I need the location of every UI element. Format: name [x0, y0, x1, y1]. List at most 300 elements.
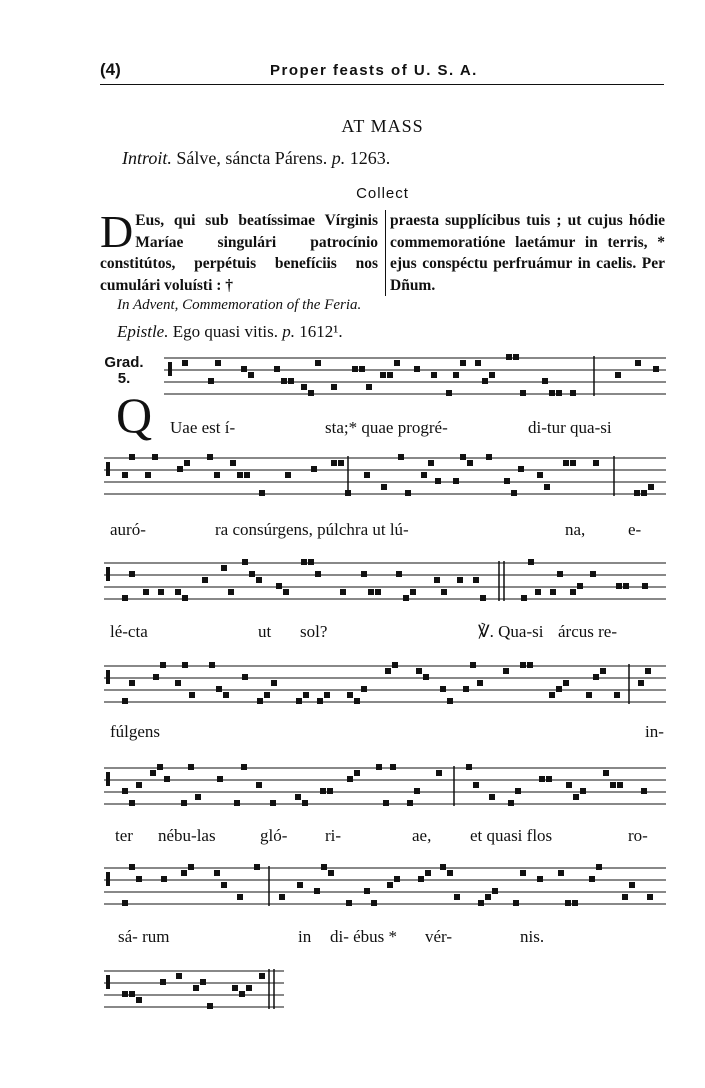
neume-note [274, 366, 280, 372]
chant-staff-1 [164, 352, 666, 398]
neume-note [188, 764, 194, 770]
neume-note [425, 870, 431, 876]
advent-note: In Advent, Commemoration of the Feria. [117, 297, 362, 313]
chant-staff-6 [104, 862, 666, 908]
neume-note [407, 800, 413, 806]
lyric-syllable: sol? [300, 622, 328, 641]
gradual-label [104, 355, 144, 387]
neume-note [232, 985, 238, 991]
neume-note [256, 577, 262, 583]
collect-title: Collect [356, 185, 409, 202]
neume-note [537, 876, 543, 882]
neume-note [454, 894, 460, 900]
neume-note [281, 378, 287, 384]
lyric-syllable: ℣. Qua-si [478, 622, 544, 641]
neume-note [237, 472, 243, 478]
neume-note [153, 674, 159, 680]
neume-note [549, 692, 555, 698]
neume-note [590, 571, 596, 577]
neume-note [447, 698, 453, 704]
neume-note [364, 472, 370, 478]
neume-note [221, 565, 227, 571]
neume-note [188, 864, 194, 870]
neume-note [603, 770, 609, 776]
neume-note [279, 894, 285, 900]
clef-mark [106, 772, 110, 786]
lyric-syllable: di- ébus * [330, 927, 398, 946]
neume-note [570, 460, 576, 466]
neume-note [520, 390, 526, 396]
neume-note [264, 692, 270, 698]
neume-note [122, 991, 128, 997]
neume-note [136, 782, 142, 788]
neume-note [436, 770, 442, 776]
lyric-syllable: et quasi flos [470, 826, 553, 845]
neume-note [215, 360, 221, 366]
neume-note [214, 472, 220, 478]
lyric-syllable: fúlgens [110, 722, 161, 741]
neume-note [366, 384, 372, 390]
neume-note [150, 770, 156, 776]
neume-note [410, 589, 416, 595]
collect-text [100, 206, 665, 294]
neume-note [352, 366, 358, 372]
neume-note [184, 460, 190, 466]
neume-note [440, 686, 446, 692]
neume-note [467, 460, 473, 466]
neume-note [387, 882, 393, 888]
neume-note [641, 788, 647, 794]
neume-note [463, 686, 469, 692]
chant-staff-2 [104, 452, 666, 498]
neume-note [610, 782, 616, 788]
neume-note [485, 894, 491, 900]
neume-note [475, 360, 481, 366]
neume-note [296, 698, 302, 704]
neume-note [241, 366, 247, 372]
neume-note [217, 776, 223, 782]
neume-note [521, 595, 527, 601]
neume-note [435, 478, 441, 484]
neume-note [394, 876, 400, 882]
neume-note [175, 680, 181, 686]
chant-staff-7 [104, 965, 284, 1011]
neume-note [511, 490, 517, 496]
clef-mark [106, 975, 110, 989]
neume-note [331, 384, 337, 390]
neume-note [506, 354, 512, 360]
introit-label: Introit. [122, 148, 172, 168]
epistle-ref-suffix: ¹. [333, 322, 343, 341]
neume-note [256, 782, 262, 788]
lyric-syllable: Uae est í- [170, 418, 236, 437]
neume-note [246, 985, 252, 991]
epistle-label: Epistle. [117, 322, 169, 341]
neume-note [129, 991, 135, 997]
neume-note [189, 692, 195, 698]
clef-mark [106, 567, 110, 581]
staff-4-svg [104, 660, 666, 706]
neume-note [182, 662, 188, 668]
clef-mark [106, 872, 110, 886]
neume-note [508, 800, 514, 806]
introit-ref-label: p. [331, 148, 346, 168]
neume-note [345, 490, 351, 496]
lyric-syllable: ri- [325, 826, 342, 845]
staff-2-svg [104, 452, 666, 498]
neume-note [503, 668, 509, 674]
neume-note [556, 390, 562, 396]
neume-note [302, 800, 308, 806]
neume-note [513, 354, 519, 360]
neume-note [242, 559, 248, 565]
neume-note [428, 460, 434, 466]
lyric-syllable: auró- [110, 520, 146, 539]
neume-note [635, 360, 641, 366]
neume-note [143, 589, 149, 595]
neume-note [152, 454, 158, 460]
neume-note [482, 378, 488, 384]
neume-note [489, 372, 495, 378]
neume-note [642, 583, 648, 589]
neume-note [623, 583, 629, 589]
neume-note [544, 484, 550, 490]
lyric-syllable: in [298, 927, 312, 946]
chant-staff-5 [104, 762, 666, 808]
neume-note [614, 692, 620, 698]
neume-note [182, 360, 188, 366]
staff-7-svg [104, 965, 284, 1011]
neume-note [558, 870, 564, 876]
staff-3-svg [104, 557, 666, 603]
neume-note [259, 973, 265, 979]
lyric-syllable: ter [115, 826, 133, 845]
neume-note [122, 698, 128, 704]
neume-note [440, 864, 446, 870]
lyric-line-6 [0, 927, 705, 951]
neume-note [248, 372, 254, 378]
neume-note [209, 662, 215, 668]
neume-note [403, 595, 409, 601]
lyric-syllable: lé-cta [110, 622, 148, 641]
neume-note [383, 800, 389, 806]
neume-note [573, 794, 579, 800]
neume-note [136, 876, 142, 882]
neume-note [616, 583, 622, 589]
chant-staff-3 [104, 557, 666, 603]
neume-note [207, 454, 213, 460]
neume-note [570, 390, 576, 396]
running-title: Proper feasts of U. S. A. [270, 62, 478, 79]
neume-note [202, 577, 208, 583]
neume-note [327, 788, 333, 794]
neume-note [129, 571, 135, 577]
neume-note [645, 668, 651, 674]
neume-note [271, 680, 277, 686]
neume-note [354, 770, 360, 776]
lyric-line-2 [0, 520, 705, 544]
neume-note [228, 589, 234, 595]
neume-note [301, 559, 307, 565]
staff-1-svg [164, 352, 666, 398]
neume-note [418, 876, 424, 882]
neume-note [492, 888, 498, 894]
neume-note [520, 870, 526, 876]
neume-note [129, 800, 135, 806]
clef-mark [106, 670, 110, 684]
neume-note [338, 460, 344, 466]
neume-note [387, 372, 393, 378]
collect-dropcap: D [100, 206, 134, 257]
neume-note [557, 571, 563, 577]
neume-note [315, 360, 321, 366]
page-header [100, 60, 664, 85]
neume-note [615, 372, 621, 378]
gradual-dropcap: Q [116, 387, 153, 443]
lyric-line-1 [0, 418, 705, 442]
neume-note [486, 454, 492, 460]
neume-note [317, 698, 323, 704]
neume-note [423, 674, 429, 680]
neume-note [392, 662, 398, 668]
neume-note [596, 864, 602, 870]
chant-staff-4 [104, 660, 666, 706]
clef-mark [168, 362, 172, 376]
neume-note [648, 484, 654, 490]
neume-note [515, 788, 521, 794]
neume-note [237, 894, 243, 900]
neume-note [570, 589, 576, 595]
neume-note [527, 662, 533, 668]
neume-note [535, 589, 541, 595]
neume-note [405, 490, 411, 496]
neume-note [457, 577, 463, 583]
neume-note [122, 595, 128, 601]
lyric-syllable: ut [258, 622, 272, 641]
neume-note [328, 870, 334, 876]
neume-note [361, 686, 367, 692]
epistle-ref-label: p. [282, 322, 296, 341]
neume-note [301, 384, 307, 390]
neume-note [622, 894, 628, 900]
neume-note [473, 577, 479, 583]
neume-note [239, 991, 245, 997]
neume-note [371, 900, 377, 906]
neume-note [276, 583, 282, 589]
lyric-syllable: in- [645, 722, 664, 741]
collect-right-text: praesta supplícibus tuis ; ut cujus hódie commemoratióne laetámur in terris, * ejus conspéctu perfruámur in caelis. Per Dñum. [390, 212, 665, 294]
neume-note [122, 900, 128, 906]
neume-note [421, 472, 427, 478]
section-title: AT MASS [341, 116, 424, 136]
neume-note [145, 472, 151, 478]
lyric-syllable: sá- rum [118, 927, 170, 946]
collect-left-column [100, 206, 378, 296]
lyric-syllable: sta;* quae progré- [325, 418, 448, 437]
neume-note [346, 900, 352, 906]
neume-note [359, 366, 365, 372]
neume-note [340, 589, 346, 595]
neume-note [364, 888, 370, 894]
neume-note [460, 360, 466, 366]
lyric-line-3 [0, 622, 705, 646]
neume-note [221, 882, 227, 888]
neume-note [321, 864, 327, 870]
neume-note [161, 876, 167, 882]
neume-note [593, 674, 599, 680]
neume-note [303, 692, 309, 698]
neume-note [638, 680, 644, 686]
neume-note [368, 589, 374, 595]
neume-note [311, 466, 317, 472]
neume-note [297, 882, 303, 888]
neume-note [270, 800, 276, 806]
neume-note [520, 662, 526, 668]
neume-note [478, 900, 484, 906]
neume-note [181, 800, 187, 806]
lyric-syllable: nis. [520, 927, 545, 946]
neume-note [518, 466, 524, 472]
neume-note [283, 589, 289, 595]
neume-note [489, 794, 495, 800]
lyric-syllable: di-tur qua-si [528, 418, 612, 437]
lyric-syllable: vér- [425, 927, 453, 946]
neume-note [347, 692, 353, 698]
neume-note [586, 692, 592, 698]
lyric-line-4 [0, 722, 705, 746]
neume-note [617, 782, 623, 788]
neume-note [158, 589, 164, 595]
neume-note [244, 472, 250, 478]
neume-note [361, 571, 367, 577]
neume-note [375, 589, 381, 595]
neume-note [234, 800, 240, 806]
neume-note [182, 595, 188, 601]
neume-note [285, 472, 291, 478]
neume-note [647, 894, 653, 900]
neume-note [157, 764, 163, 770]
neume-note [563, 680, 569, 686]
neume-note [208, 378, 214, 384]
neume-note [513, 900, 519, 906]
neume-note [230, 460, 236, 466]
neume-note [653, 366, 659, 372]
neume-note [580, 788, 586, 794]
neume-note [381, 484, 387, 490]
neume-note [565, 900, 571, 906]
neume-note [546, 776, 552, 782]
neume-note [136, 997, 142, 1003]
neume-note [549, 390, 555, 396]
neume-note [195, 794, 201, 800]
neume-note [241, 764, 247, 770]
neume-note [446, 390, 452, 396]
neume-note [308, 390, 314, 396]
neume-note [223, 692, 229, 698]
page-number: (4) [100, 60, 121, 79]
neume-note [589, 876, 595, 882]
neume-note [394, 360, 400, 366]
neume-note [129, 680, 135, 686]
lyric-syllable: e- [628, 520, 642, 539]
neume-note [629, 882, 635, 888]
gradual-label-text: Grad. [104, 354, 144, 371]
neume-note [460, 454, 466, 460]
staff-5-svg [104, 762, 666, 808]
neume-note [416, 668, 422, 674]
neume-note [257, 698, 263, 704]
neume-note [214, 870, 220, 876]
neume-note [164, 776, 170, 782]
neume-note [480, 595, 486, 601]
neume-note [242, 674, 248, 680]
neume-note [385, 668, 391, 674]
lyric-line-5 [0, 826, 705, 850]
neume-note [634, 490, 640, 496]
collect-right-column [385, 210, 665, 296]
neume-note [453, 372, 459, 378]
neume-note [347, 776, 353, 782]
neume-note [453, 478, 459, 484]
clef-mark [106, 462, 110, 476]
neume-note [466, 764, 472, 770]
neume-note [477, 680, 483, 686]
lyric-syllable: gló- [260, 826, 288, 845]
neume-note [473, 782, 479, 788]
neume-note [396, 571, 402, 577]
neume-note [593, 460, 599, 466]
neume-note [295, 794, 301, 800]
neume-note [414, 788, 420, 794]
neume-note [572, 900, 578, 906]
neume-note [331, 460, 337, 466]
neume-note [376, 764, 382, 770]
introit-line [122, 148, 390, 169]
neume-note [324, 692, 330, 698]
neume-note [176, 973, 182, 979]
neume-note [556, 686, 562, 692]
neume-note [160, 662, 166, 668]
neume-note [563, 460, 569, 466]
neume-note [537, 472, 543, 478]
neume-note [315, 571, 321, 577]
lyric-syllable: árcus re- [558, 622, 617, 641]
neume-note [504, 478, 510, 484]
neume-note [528, 559, 534, 565]
gradual-number: 5. [117, 370, 131, 387]
neume-note [441, 589, 447, 595]
collect-left-text: Eus, qui sub beatíssimae Vírginis Maríae singulári patrocínio constitútos, perpétuis benefíciis nos cumulári voluísti : † [100, 212, 378, 294]
neume-note [129, 864, 135, 870]
neume-note [259, 490, 265, 496]
neume-note [308, 559, 314, 565]
neume-note [177, 466, 183, 472]
lyric-syllable: ro- [628, 826, 648, 845]
neume-note [354, 698, 360, 704]
neume-note [641, 490, 647, 496]
introit-ref-page: 1263. [349, 148, 391, 168]
neume-note [447, 870, 453, 876]
neume-note [193, 985, 199, 991]
staff-6-svg [104, 862, 666, 908]
neume-note [122, 788, 128, 794]
neume-note [160, 979, 166, 985]
neume-note [254, 864, 260, 870]
neume-note [314, 888, 320, 894]
lyric-syllable: ae, [412, 826, 432, 845]
neume-note [380, 372, 386, 378]
neume-note [539, 776, 545, 782]
